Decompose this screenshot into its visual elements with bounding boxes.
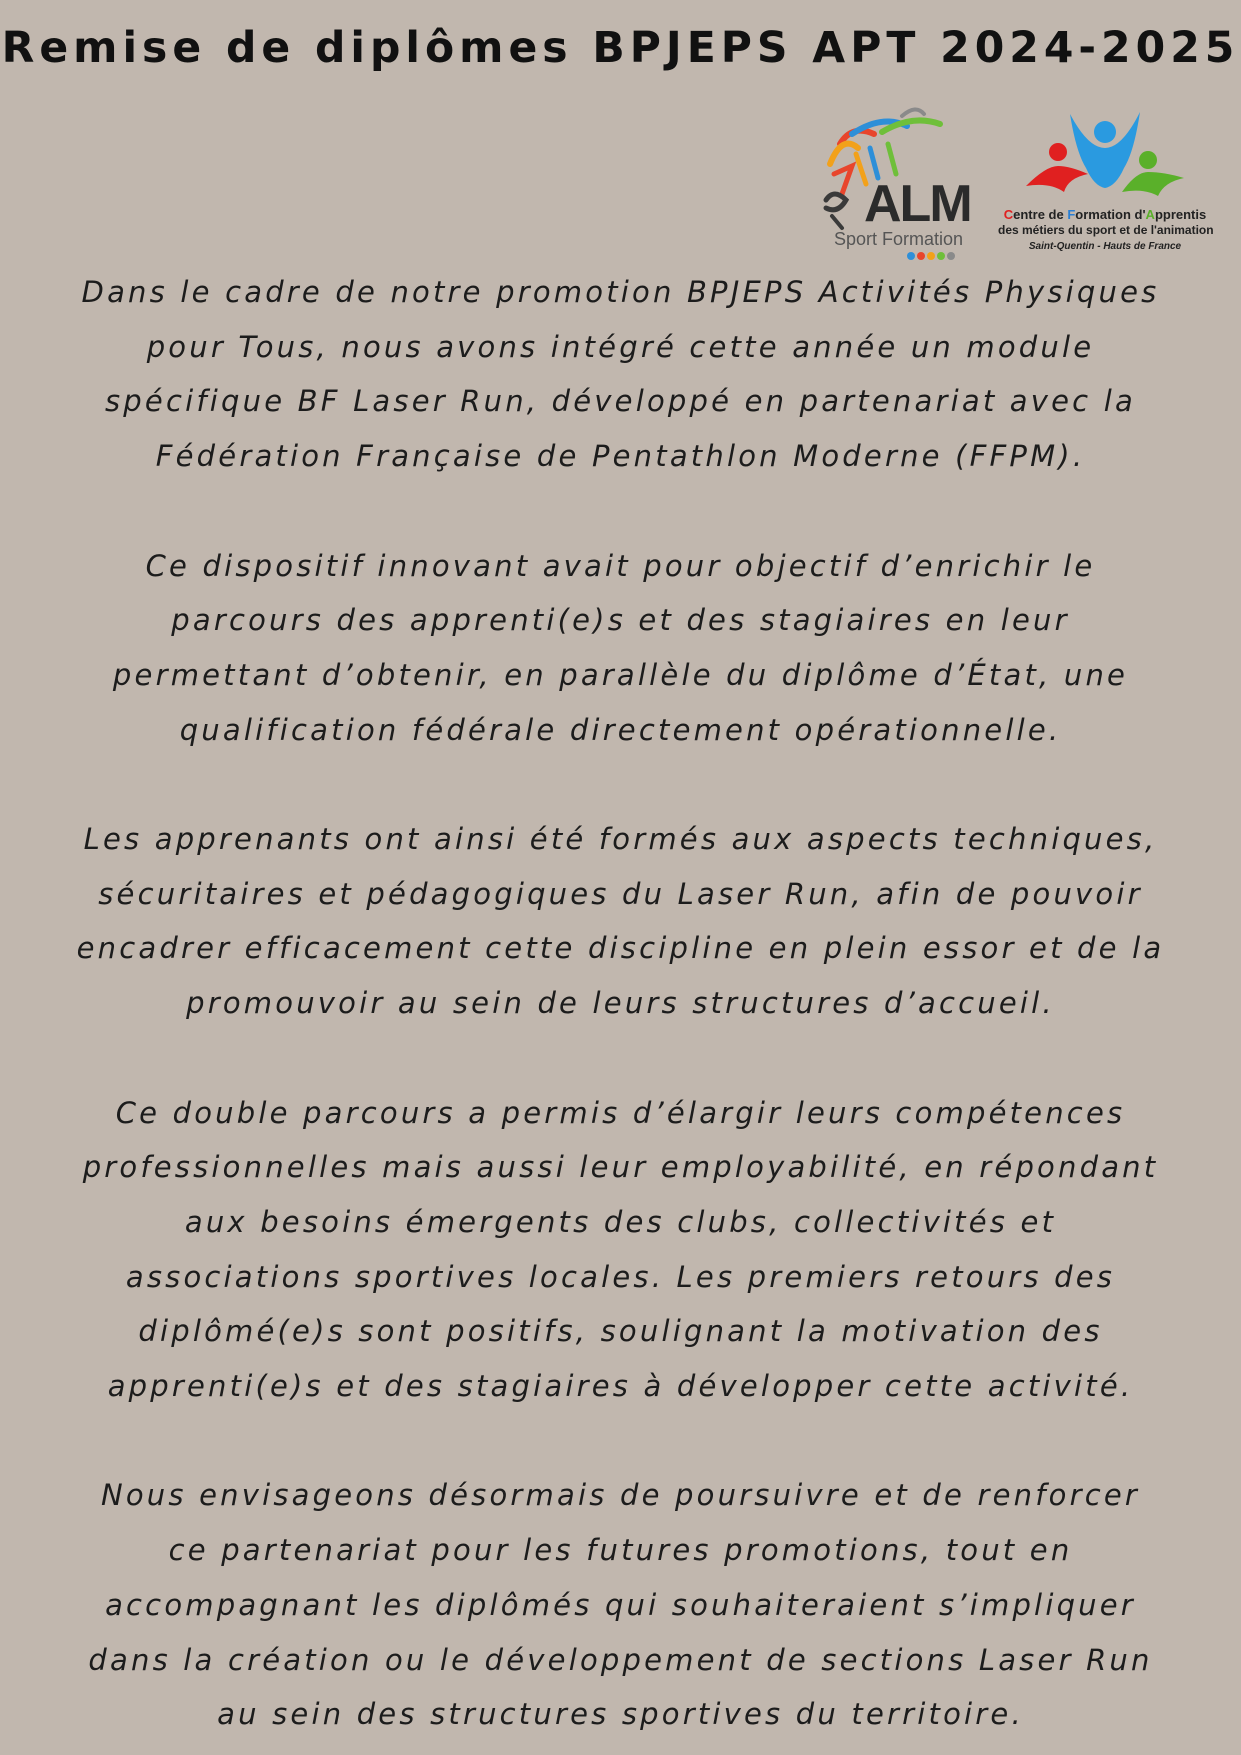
text-line: associations sportives locales. Les premiers retours des <box>125 1259 1116 1294</box>
article-body <box>20 265 1221 1742</box>
cfa-initial-c: C <box>1003 207 1014 222</box>
cfa-word-pprentis: pprentis <box>1154 207 1207 222</box>
text-line: sécuritaires et pédagogiques du Laser Run, afin de pouvoir <box>98 876 1143 911</box>
cfa-logo-line-2: des métiers du sport et de l'animation <box>998 223 1214 237</box>
paragraph <box>20 1468 1221 1742</box>
text-line: spécifique BF Laser Run, développé en partenariat avec la <box>105 384 1136 419</box>
text-line: ce partenariat pour les futures promotions, tout en <box>168 1533 1073 1568</box>
cfa-logo-line-1 <box>998 208 1212 221</box>
text-line: Les apprenants ont ainsi été formés aux aspects techniques, <box>83 822 1158 856</box>
paragraph <box>20 265 1221 484</box>
text-line: professionnelles mais aussi leur employabilité, en répondant <box>82 1150 1159 1185</box>
page-title: Remise de diplômes BPJEPS APT 2024-2025 <box>1 24 1240 73</box>
text-line: parcours des apprenti(e)s et des stagiaires en leur <box>171 603 1070 638</box>
text-line: au sein des structures sportives du territoire. <box>217 1697 1024 1732</box>
cfa-figures-graphic <box>998 108 1212 208</box>
text-line: dans la création ou le développement de sections Laser Run <box>88 1642 1153 1677</box>
text-line: apprenti(e)s et des stagiaires à développer cette activité. <box>107 1369 1134 1404</box>
text-line: diplômé(e)s sont positifs, soulignant la motivation des <box>138 1314 1103 1349</box>
text-line: promouvoir au sein de leurs structures d’accueil. <box>186 986 1055 1021</box>
paragraph <box>20 1086 1221 1414</box>
text-line: accompagnant les diplômés qui souhaiteraient s’impliquer <box>105 1587 1136 1622</box>
text-line: encadrer efficacement cette discipline en plein essor et de la <box>76 931 1165 966</box>
text-line: Ce double parcours a permis d’élargir leurs compétences <box>115 1095 1126 1130</box>
cfa-logo-line-3: Saint-Quentin - Hauts de France <box>1028 241 1182 252</box>
text-line: Dans le cadre de notre promotion BPJEPS Activités Physiques <box>81 275 1160 309</box>
cfa-initial-f: F <box>1067 207 1076 222</box>
alm-logo-name: ALM <box>864 175 971 233</box>
cfa-word-ormation: ormation d' <box>1075 207 1146 222</box>
paragraph <box>20 539 1221 758</box>
cfa-initial-a: A <box>1145 207 1155 222</box>
text-line: qualification fédérale directement opérationnelle. <box>179 712 1062 747</box>
alm-logo-subtitle: Sport Formation <box>834 229 964 249</box>
partner-logos <box>812 104 1212 264</box>
text-line: Fédération Française de Pentathlon Moderne (FFPM). <box>155 439 1086 474</box>
text-line: aux besoins émergents des clubs, collectivités et <box>184 1204 1057 1239</box>
paragraph <box>20 812 1221 1031</box>
alm-sport-formation-logo <box>812 104 982 264</box>
cfa-logo <box>998 108 1212 258</box>
text-line: Nous envisageons désormais de poursuivre et de renforcer <box>100 1478 1141 1513</box>
text-line: permettant d’obtenir, en parallèle du diplôme d’État, une <box>112 657 1129 692</box>
text-line: Ce dispositif innovant avait pour objectif d’enrichir le <box>145 548 1096 583</box>
cfa-word-entre: entre de <box>1013 207 1068 222</box>
text-line: pour Tous, nous avons intégré cette année un module <box>146 329 1095 364</box>
